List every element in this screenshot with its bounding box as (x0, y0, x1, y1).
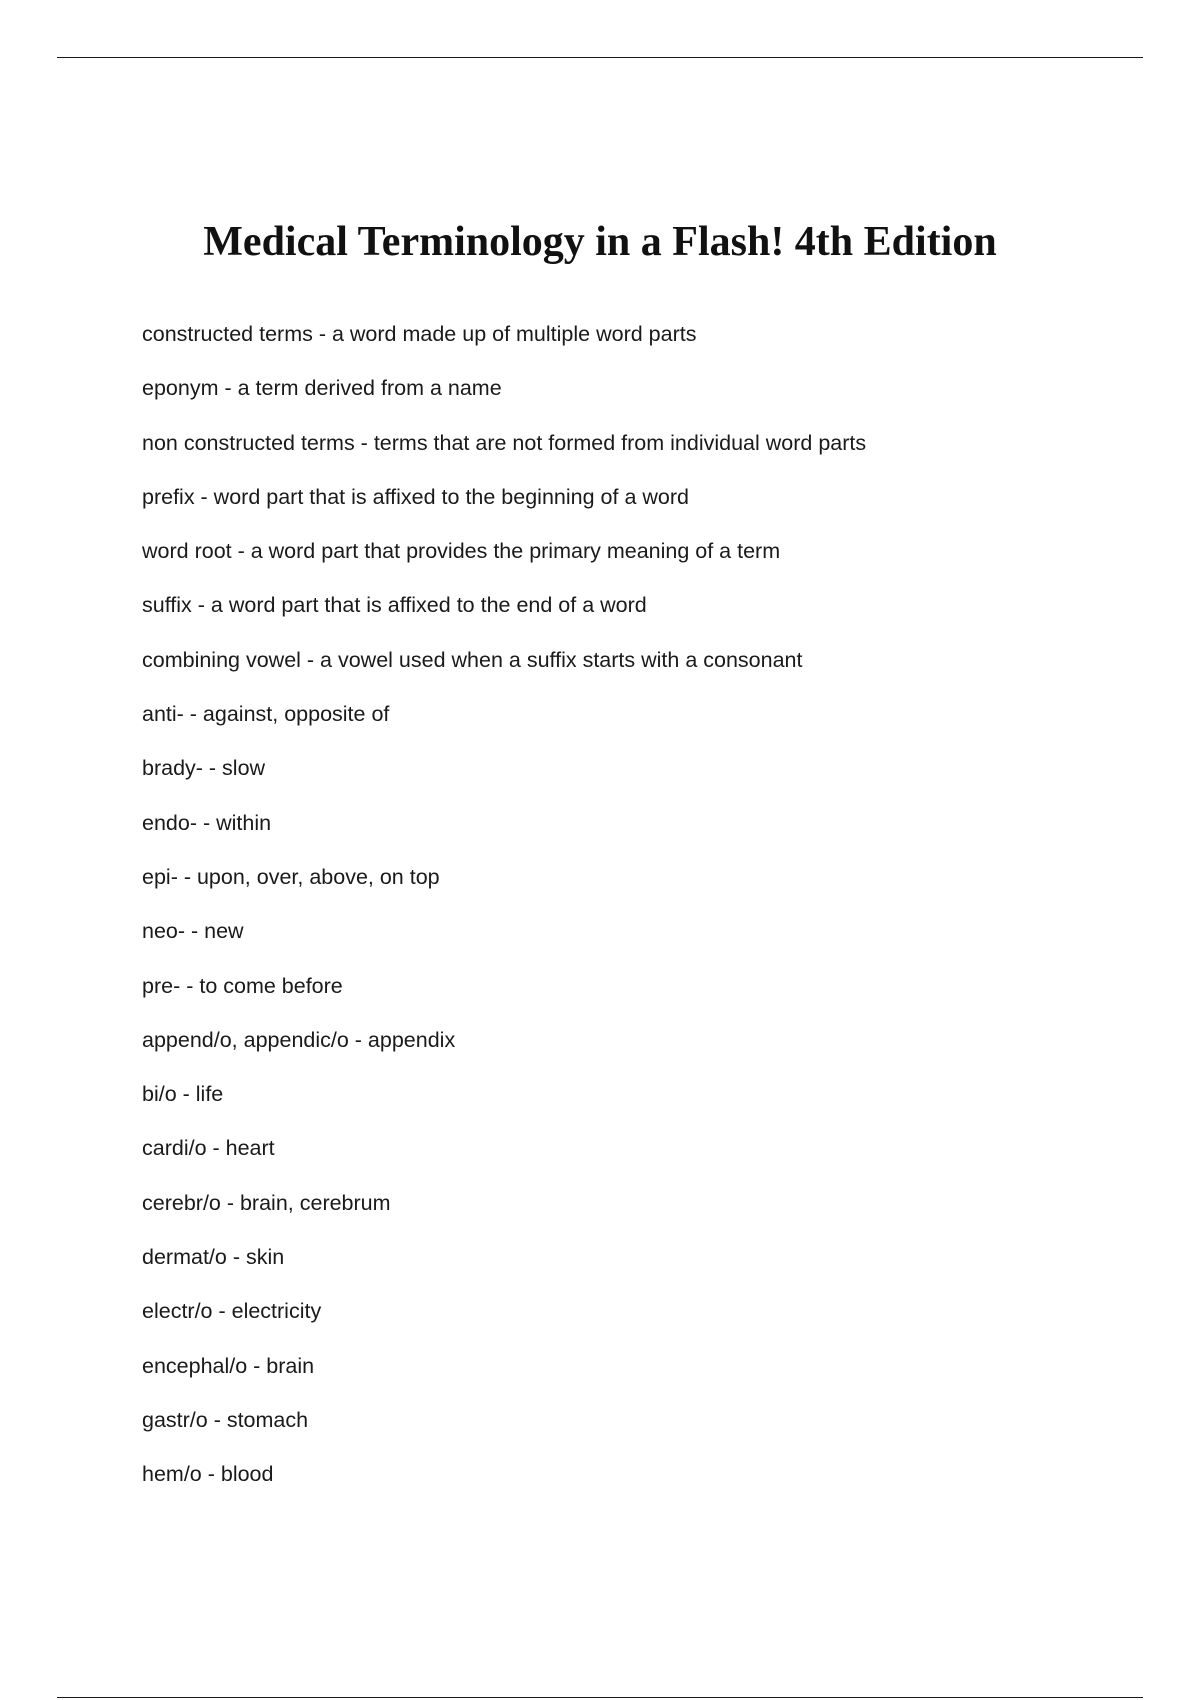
term-entry: constructed terms - a word made up of multiple word parts (142, 322, 697, 346)
term-entry: combining vowel - a vowel used when a suffix starts with a consonant (142, 647, 803, 672)
term-entry: electr/o - electricity (142, 1299, 322, 1324)
term-entry: append/o, appendic/o - appendix (142, 1027, 456, 1052)
document-title: Medical Terminology in a Flash! 4th Edition (203, 219, 997, 265)
term-entry: eponym - a term derived from a name (142, 376, 502, 401)
bottom-divider (57, 1697, 1143, 1698)
term-entry: suffix - a word part that is affixed to the end of a word (142, 593, 647, 618)
term-entry: anti- - against, opposite of (142, 702, 390, 727)
term-entry: dermat/o - skin (142, 1245, 285, 1270)
term-entry: cerebr/o - brain, cerebrum (142, 1190, 391, 1215)
term-entry: epi- - upon, over, above, on top (142, 864, 440, 889)
term-entry: neo- - new (142, 919, 244, 944)
top-divider (57, 57, 1143, 58)
term-list (142, 318, 1142, 1513)
term-entry: prefix - word part that is affixed to the beginning of a word (142, 484, 689, 509)
term-entry: word root - a word part that provides the primary meaning of a term (142, 539, 781, 564)
term-entry: encephal/o - brain (142, 1353, 315, 1378)
term-entry: non constructed terms - terms that are not formed from individual word parts (142, 430, 867, 455)
term-entry: bi/o - life (142, 1082, 224, 1107)
term-entry: hem/o - blood (142, 1462, 274, 1487)
term-entry: brady- - slow (142, 756, 266, 781)
term-entry: endo- - within (142, 810, 272, 835)
term-entry: gastr/o - stomach (142, 1407, 309, 1432)
term-entry: cardi/o - heart (142, 1136, 275, 1161)
term-entry: pre- - to come before (142, 973, 343, 998)
